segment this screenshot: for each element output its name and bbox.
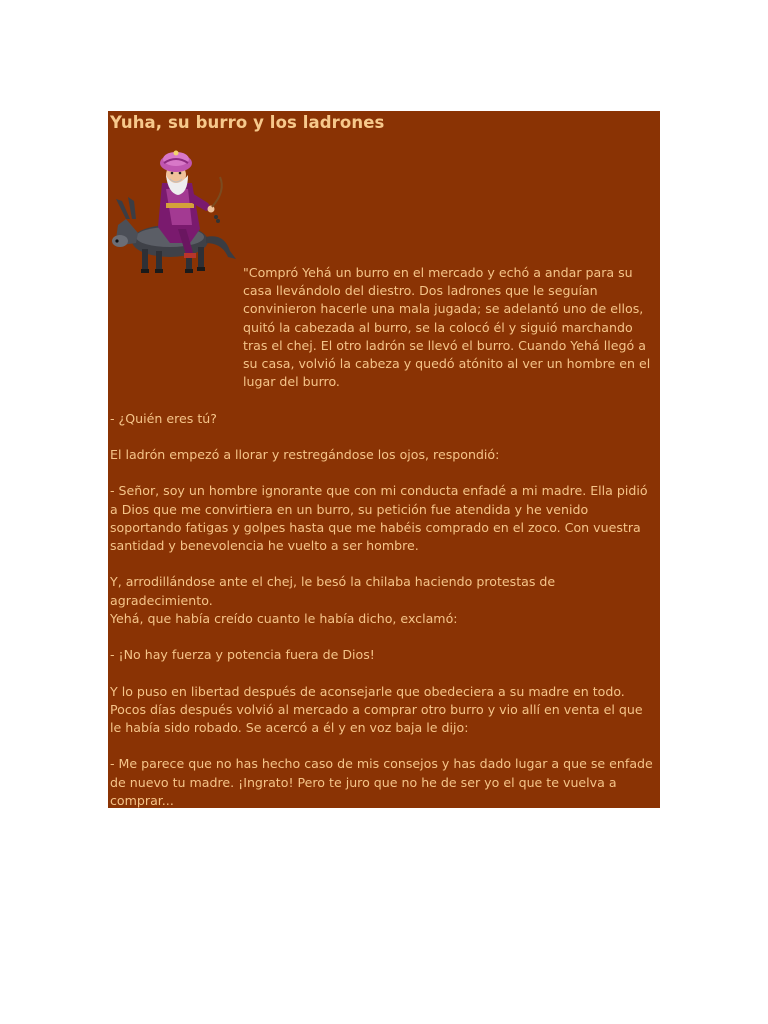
story-paragraph: - ¿Quién eres tú? — [110, 410, 217, 426]
story-paragraph: Yehá, que había creído cuanto le había dicho, exclamó: — [110, 610, 458, 626]
paragraph-spacer — [110, 628, 657, 646]
paragraph-spacer — [110, 664, 657, 682]
story-paragraph: "Compró Yehá un burro en el mercado y echó a andar para su casa llevándolo del diestro. Dos ladrones que le seguían convinieron hacerle una mala jugada; se adelantó uno de ellos, quitó la cabezada al burro, se la colocó él y siguió marchando tras el chej. El otro ladrón se llevó el burro. Cuando Yehá llegó a su casa, volvió la cabeza y quedó atónito al ver un hombre en el lugar del burro. — [243, 265, 651, 390]
story-paragraph: Pocos días después volvió al mercado a comprar otro burro y vio allí en venta el que le había sido robado. Se acercó a él y en voz baja le dijo: — [110, 701, 643, 735]
story-paragraph: - Me parece que no has hecho caso de mis consejos y has dado lugar a que se enfade de nuevo tu madre. ¡Ingrato! Pero te juro que no he de ser yo el que te vuelva a comprar... — [110, 756, 653, 808]
story-paragraph: Y lo puso en libertad después de aconsejarle que obedeciera a su madre en todo. — [110, 683, 625, 699]
yuha-on-donkey-illustration — [108, 133, 243, 275]
story-title: Yuha, su burro y los ladrones — [110, 113, 385, 132]
story-panel — [108, 111, 660, 808]
story-paragraph: Y, arrodillándose ante el chej, le besó la chilaba haciendo protestas de agradecimiento. — [110, 574, 556, 608]
paragraph-spacer — [110, 391, 657, 409]
story-paragraph: El ladrón empezó a llorar y restregándose los ojos, respondió: — [110, 447, 500, 462]
story-paragraph: - Señor, soy un hombre ignorante que con mi conducta enfadé a mi madre. Ella pidió a Dios que me convirtiera en un burro, su petición fue atendida y he venido soportando fatigas y golpes hasta que me habéis comprado en el zoco. Con vuestra santidad y benevolencia he vuelto a ser hombre. — [110, 483, 648, 553]
paragraph-spacer — [110, 737, 657, 755]
paragraph-spacer — [110, 428, 657, 446]
story-body — [110, 264, 657, 808]
paragraph-spacer — [110, 555, 657, 573]
story-paragraph: - ¡No hay fuerza y potencia fuera de Dios! — [110, 647, 375, 663]
paragraph-spacer — [110, 464, 657, 482]
